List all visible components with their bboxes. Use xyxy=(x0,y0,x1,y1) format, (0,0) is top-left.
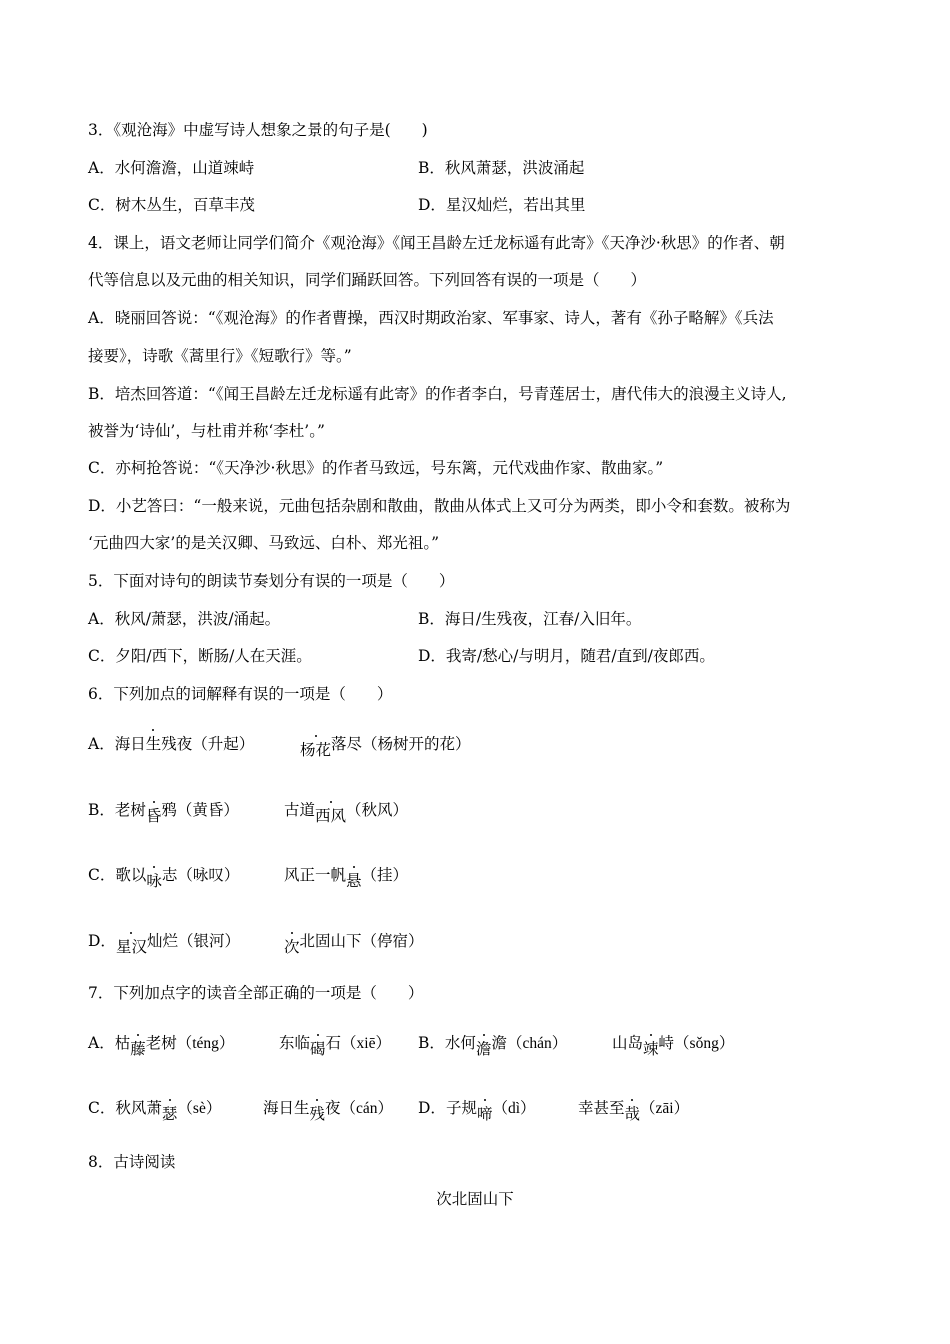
q4-option-d-line2: ‘元曲四大家’的是关汉卿、马致远、白朴、郑光祖。” xyxy=(88,534,440,552)
q5-stem: 5．下面对诗句的朗读节奏划分有误的一项是（ ） xyxy=(88,572,455,590)
dotted-word: 咏 xyxy=(146,872,162,890)
q4-option-d-line1: D．小艺答曰：“一般来说，元曲包括杂剧和散曲，散曲从体式上又可分为两类，即小令和套数。被称为 xyxy=(88,497,791,515)
text: 秋风萧 xyxy=(115,1099,162,1117)
dotted-char: 澹 xyxy=(475,1040,492,1058)
q5-option-a: A．秋风/萧瑟，洪波/涌起。 xyxy=(88,610,281,628)
text: 幸甚至 xyxy=(578,1099,625,1117)
q5-option-c: C．夕阳/西下，断肠/人在天涯。 xyxy=(88,647,312,665)
dotted-char: 瑟 xyxy=(161,1105,178,1123)
q7-option-d xyxy=(418,1097,536,1123)
q6-option-d-second xyxy=(284,930,424,956)
option-label: C． xyxy=(88,1099,116,1117)
q3-option-d: D．星汉灿烂，若出其里 xyxy=(418,196,586,214)
pinyin: （téng） xyxy=(176,1035,235,1052)
text: 水何 xyxy=(444,1034,476,1052)
q4-option-b-line2: 被誉为‘诗仙’，与杜甫并称‘李杜’。” xyxy=(88,422,325,440)
text: 志（咏叹） xyxy=(161,866,240,884)
q7-option-a xyxy=(88,1032,235,1058)
text: 鸦（黄昏） xyxy=(161,801,239,819)
text: 残夜（升起） xyxy=(161,735,255,753)
text: 海日生 xyxy=(263,1099,310,1117)
q7-option-a-second xyxy=(279,1032,391,1058)
q4-stem-line1: 4．课上，语文老师让同学们简介《观沧海》《闻王昌龄左迁龙标遥有此寄》《天净沙·秋思》的作者、朝 xyxy=(88,234,785,252)
q6-option-b-second xyxy=(284,799,409,825)
q6-option-c-second xyxy=(284,864,409,890)
text: （秋风） xyxy=(346,801,409,819)
dotted-char: 啼 xyxy=(476,1105,493,1123)
text: 山岛 xyxy=(612,1034,644,1052)
q5-option-d: D．我寄/愁心/与明月，随君/直到/夜郎西。 xyxy=(418,647,715,665)
text: 枯 xyxy=(114,1034,131,1052)
q6-option-b xyxy=(88,799,239,825)
text: （挂） xyxy=(361,866,409,884)
q5-option-b: B．海日/生残夜，江春/入旧年。 xyxy=(418,610,642,628)
dotted-word: 西风 xyxy=(315,807,347,825)
q4-option-a-line1: A．晓丽回答说：“《观沧海》的作者曹操，西汉时期政治家、军事家、诗人，著有《孙子略解》《兵法 xyxy=(88,309,774,327)
dotted-char: 残 xyxy=(309,1105,326,1123)
text: 歌以 xyxy=(115,866,147,884)
pinyin: （chán） xyxy=(506,1035,568,1052)
dotted-word: 悬 xyxy=(346,872,362,890)
q4-option-b-line1: B．培杰回答道：“《闻王昌龄左迁龙标遥有此寄》的作者李白，号青莲居士，唐代伟大的浪漫主义诗人, xyxy=(88,385,787,403)
dotted-word: 生 xyxy=(145,735,162,753)
option-label: D． xyxy=(88,932,116,950)
text: 夜 xyxy=(325,1099,341,1117)
q7-option-b xyxy=(418,1032,568,1058)
q8-stem: 8．古诗阅读 xyxy=(88,1153,176,1171)
dotted-char: 碣 xyxy=(310,1040,326,1058)
option-label: A． xyxy=(88,735,115,753)
q7-option-c xyxy=(88,1097,222,1123)
pinyin: （cán） xyxy=(340,1100,394,1117)
option-label: D． xyxy=(418,1099,446,1117)
q4-option-c: C．亦柯抢答说：“《天净沙·秋思》的作者马致远，号东篱，元代戏曲作家、散曲家。” xyxy=(88,459,664,477)
pinyin: （zāi） xyxy=(640,1100,690,1117)
text: 风正一帆 xyxy=(284,866,347,884)
q6-option-c xyxy=(88,864,240,890)
pinyin: （dì） xyxy=(492,1100,536,1117)
q6-option-a-second xyxy=(300,733,471,759)
q4-stem-line2: 代等信息以及元曲的相关知识，同学们踊跃回答。下列回答有误的一项是（ ） xyxy=(88,271,647,289)
text: 灿烂（银河） xyxy=(146,932,240,950)
pinyin: （sè） xyxy=(177,1100,222,1117)
q3-option-c: C．树木丛生，百草丰茂 xyxy=(88,196,255,214)
text: 海日 xyxy=(114,735,146,753)
dotted-word: 昏 xyxy=(145,807,162,825)
q6-option-d xyxy=(88,930,240,956)
dotted-word: 杨花 xyxy=(300,741,332,759)
text: 老树 xyxy=(145,1034,177,1052)
q3-option-a: A．水何澹澹，山道竦峙 xyxy=(88,159,255,177)
pinyin: （sǒng） xyxy=(674,1035,735,1052)
text: 峙 xyxy=(658,1034,675,1052)
option-label: B． xyxy=(418,1034,445,1052)
dotted-word: 星汉 xyxy=(115,938,147,956)
dotted-char: 竦 xyxy=(643,1040,659,1058)
text: 澹 xyxy=(491,1034,507,1052)
q4-option-a-line2: 接要》，诗歌《蒿里行》《短歌行》等。” xyxy=(88,347,352,365)
option-label: A． xyxy=(88,1034,115,1052)
q3-option-b: B．秋风萧瑟，洪波涌起 xyxy=(418,159,585,177)
text: 石 xyxy=(325,1034,342,1052)
text: 落尽（杨树开的花） xyxy=(331,735,471,753)
dotted-char: 藤 xyxy=(130,1040,146,1058)
q6-option-a xyxy=(88,733,254,755)
pinyin: （xiē） xyxy=(341,1035,391,1052)
option-label: C． xyxy=(88,866,116,884)
dotted-char: 哉 xyxy=(624,1105,641,1123)
text: 古道 xyxy=(284,801,316,819)
q6-stem: 6．下列加点的词解释有误的一项是（ ） xyxy=(88,685,393,703)
q3-stem: 3．《观沧海》中虚写诗人想象之景的句子是( ) xyxy=(88,121,428,139)
q7-option-b-second xyxy=(612,1032,735,1058)
text: 北固山下（停宿） xyxy=(299,932,424,950)
option-label: B． xyxy=(88,801,115,819)
text: 东临 xyxy=(279,1034,311,1052)
q7-stem: 7．下列加点字的读音全部正确的一项是（ ） xyxy=(88,984,424,1002)
poem-title: 次北固山下 xyxy=(436,1190,514,1208)
text: 子规 xyxy=(445,1099,477,1117)
q7-option-c-second xyxy=(263,1097,394,1123)
text: 老树 xyxy=(114,801,146,819)
q7-option-d-second xyxy=(578,1097,690,1123)
dotted-word: 次 xyxy=(284,938,300,956)
